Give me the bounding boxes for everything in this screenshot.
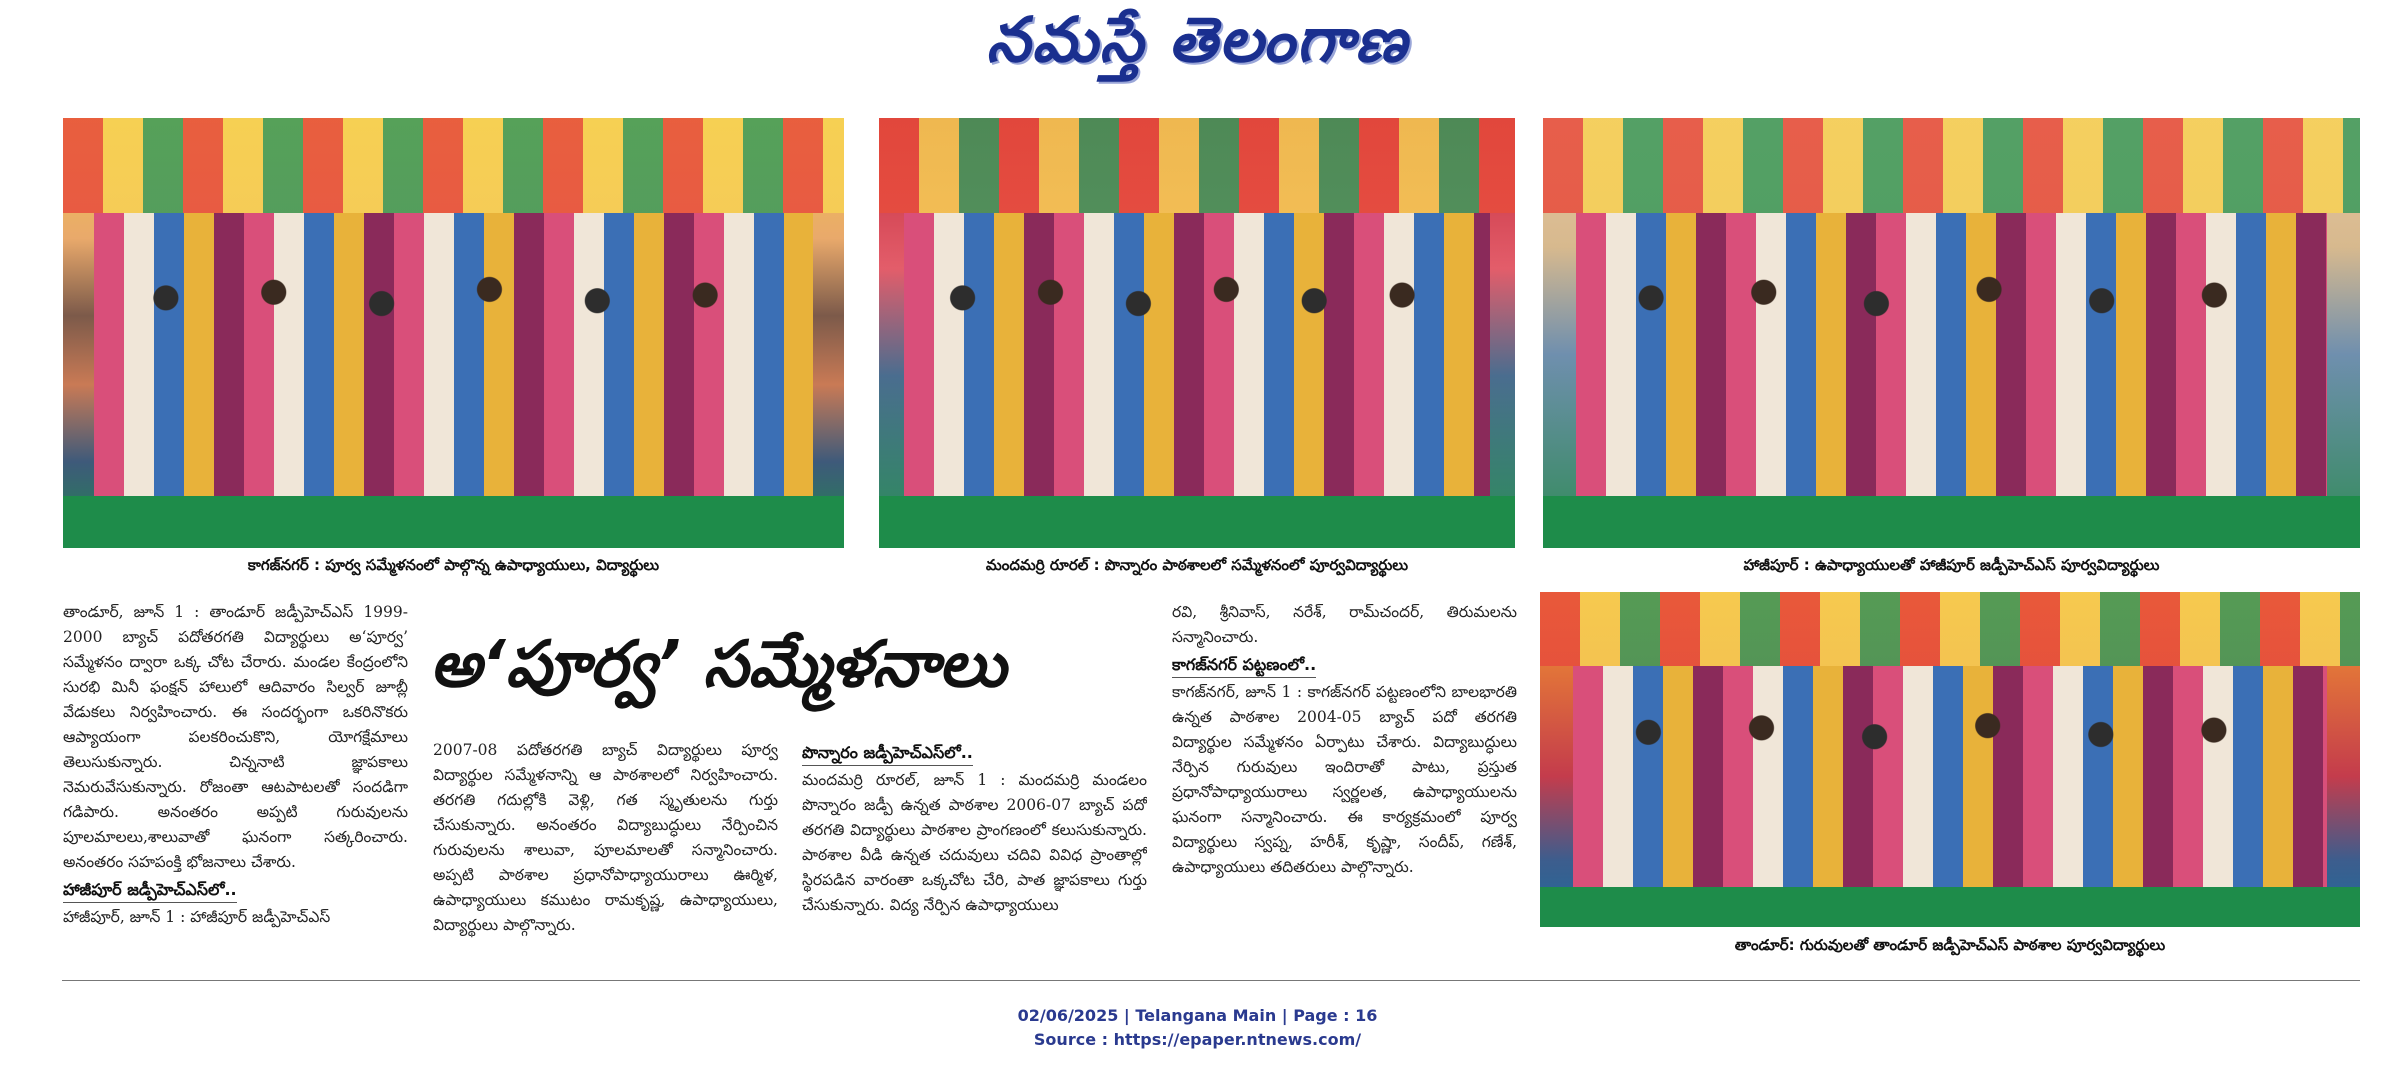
article-paragraph: తాండూర్, జూన్ 1 : తాండూర్ జడ్పీహెచ్ఎస్ 1999-2000 బ్యాచ్ పదోతరగతి విద్యార్థులు అ‘పూర్వ’ సమ్మేళనం ద్వారా ఒక్క చోట చేరారు. మండల కేంద్రంలోని సురభి మినీ ఫంక్షన్ హాలులో ఆదివారం సిల్వర్ జూబ్లీ వేడుకలు నిర్వహించారు. ఈ సందర్భంగా ఒకరినొకరు ఆప్యాయంగా పలకరించుకొని, యోగక్షేమాలు తెలుసుకున్నారు. చిన్ననాటి జ్ఞాపకాలు నెమరువేసుకున్నారు. రోజంతా ఆటపాటలతో సందడిగా గడిపారు. అనంతరం అప్పటి గురువులను పూలమాలలు,శాలువాతో ఘనంగా సత్కరించారు. అనంతరం సహపంక్తి భోజనాలు చేశారు.: [63, 603, 408, 871]
article-column-2: [433, 738, 778, 960]
article-paragraph: 2007-08 పదోతరగతి బ్యాచ్ విద్యార్థులు పూర్వ విద్యార్థుల సమ్మేళనాన్ని ఆ పాఠశాలలో నిర్వహించారు. తరగతి గదుల్లోకి వెళ్లి, గత స్మృతులను గుర్తు చేసుకున్నారు. అనంతరం విద్యాబుద్ధులు నేర్పించిన గురువులను శాలువా, పూలమాలతో సన్మానించారు. అప్పటి పాఠశాల ప్రధానోపాధ్యాయురాలు ఊర్మిళ, ఉపాధ్యాయులు కముటం రామకృష్ణ, ఉపాధ్యాయులు, విద్యార్థులు పాల్గొన్నారు.: [433, 741, 778, 934]
article-paragraph: కాగజ్‌నగర్, జూన్ 1 : కాగజ్‌నగర్ పట్టణంలోని బాలభారతి ఉన్నత పాఠశాల 2004-05 బ్యాచ్ పదో తరగతి విద్యార్థుల సమ్మేళనం ఏర్పాటు చేశారు. విద్యాబుద్ధులు నేర్పిన గురువులు ఇందిరాతో పాటు, ప్రస్తుత ప్రధానోపాధ్యాయురాలు స్వర్ణలత, ఉపాధ్యాయులను ఘనంగా సన్మానించారు. ఈ కార్యక్రమంలో పూర్వ విద్యార్థులు స్వప్న, హరీశ్, కృష్ణా, సందీప్, గణేశ్, ఉపాధ్యాయులు తదితరులు పాల్గొన్నారు.: [1172, 683, 1517, 876]
photo-tandur-reunion: [1540, 592, 2360, 927]
article-column-1: [63, 600, 408, 960]
article-subhead: పొన్నారం జడ్పీహెచ్ఎస్‌లో..: [802, 740, 973, 766]
photo-mandamarri-reunion: [879, 118, 1515, 548]
photo-caption: హాజీపూర్ : ఉపాధ్యాయులతో హాజీపూర్ జడ్పీహెచ్ఎస్ పూర్వవిద్యార్థులు: [1743, 556, 2160, 574]
article-paragraph: హాజీపూర్, జూన్ 1 : హాజీపూర్ జడ్పీహెచ్ఎస్: [63, 908, 331, 926]
photo-hajipur-reunion: [1543, 118, 2360, 548]
footer-date-page: 02/06/2025 | Telangana Main | Page : 16: [1017, 1006, 1378, 1025]
photo-caption: మందమర్రి రూరల్ : పొన్నారం పాఠశాలలో సమ్మేళనంలో పూర్వవిద్యార్థులు: [985, 556, 1409, 574]
footer-source-link[interactable]: Source : https://epaper.ntnews.com/: [1033, 1030, 1362, 1049]
article-column-3: [802, 738, 1147, 960]
footer-divider: [62, 980, 2360, 981]
newspaper-masthead: నమస్తే తెలంగాణ: [986, 3, 1409, 76]
article-paragraph: రవి, శ్రీనివాస్, నరేశ్, రామ్‌చందర్, తిరుమలను సన్మానించారు.: [1172, 603, 1517, 646]
photo-caption: కాగజ్‌నగర్ : పూర్వ సమ్మేళనంలో పాల్గొన్న ఉపాధ్యాయులు, విద్యార్థులు: [247, 556, 660, 574]
article-column-4: [1172, 600, 1517, 960]
article-subhead: హాజీపూర్ జడ్పీహెచ్ఎస్‌లో..: [63, 877, 237, 903]
photo-caption: తాండూర్: గురువులతో తాండూర్ జడ్పీహెచ్ఎస్ పాఠశాల పూర్వవిద్యార్థులు: [1734, 936, 2166, 954]
article-paragraph: మందమర్రి రూరల్, జూన్ 1 : మందమర్రి మండలం పొన్నారం జడ్పీ ఉన్నత పాఠశాల 2006-07 బ్యాచ్ పదో తరగతి విద్యార్థులు పాఠశాల ప్రాంగణంలో కలుసుకున్నారు. పాఠశాల వీడి ఉన్నత చదువులు చదివి వివిధ ప్రాంతాల్లో స్థిరపడిన వారంతా ఒక్కచోట చేరి, పాత జ్ఞాపకాలు గుర్తు చేసుకున్నారు. విద్య నేర్పిన ఉపాధ్యాయులు: [802, 771, 1147, 914]
article-subhead: కాగజ్‌నగర్ పట్టణంలో..: [1172, 652, 1316, 678]
photo-kagaznagar-reunion: [63, 118, 844, 548]
article-headline: అ‘పూర్వ’ సమ్మేళనాలు: [430, 628, 1007, 702]
